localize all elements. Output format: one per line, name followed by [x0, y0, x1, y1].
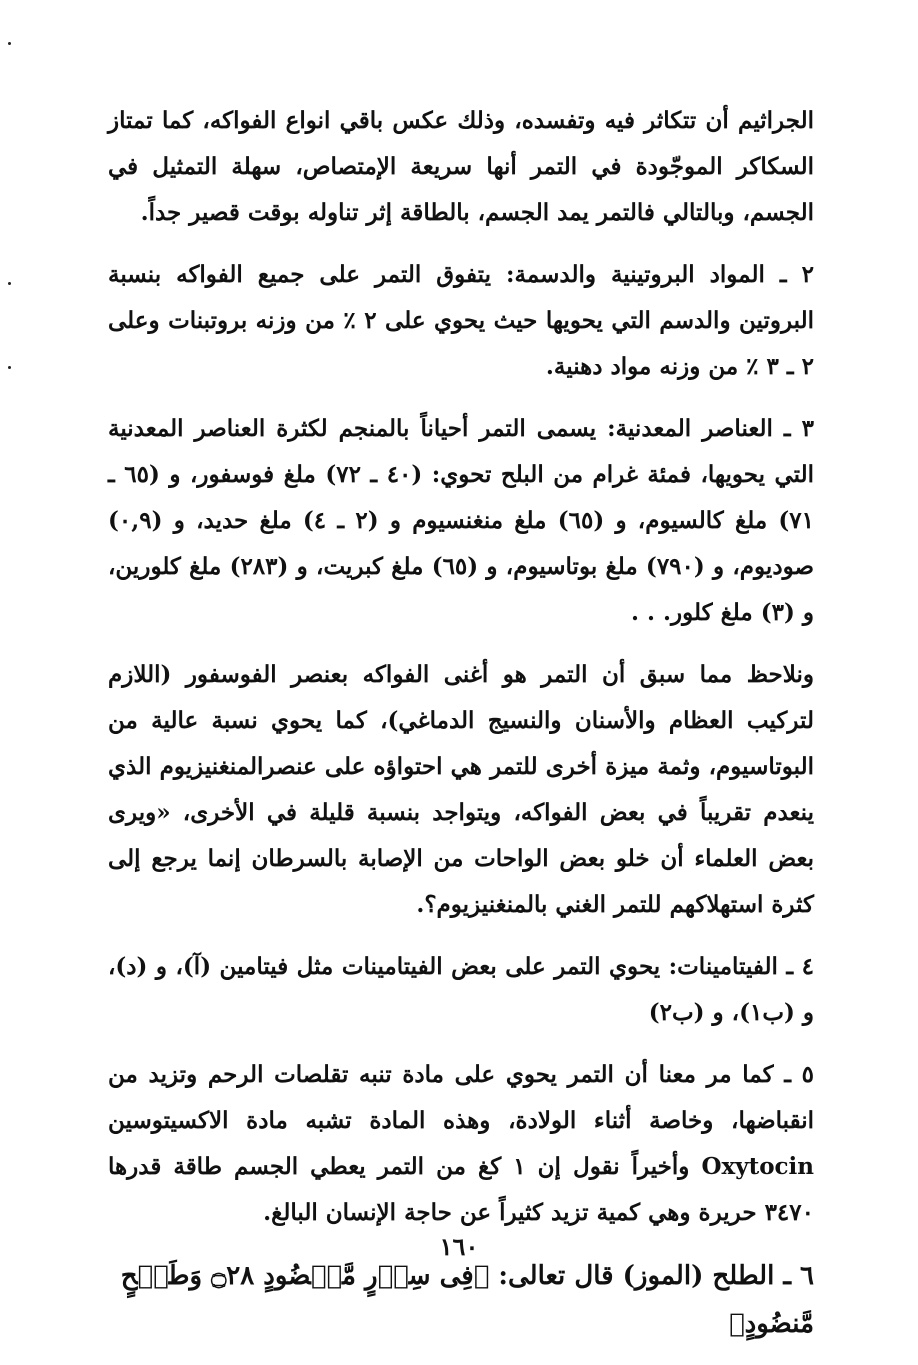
paragraph-note [108, 652, 814, 928]
paragraph-text: ٥ ـ كما مر معنا أن التمر يحوي على مادة تنبه تقلصات الرحم وتزيد من انقباضها، وخاصة أثناء الولادة، وهذه المادة تشبه مادة الاكسيتوسين Oxytocin وأخيراً نقول إن ١ كغ من التمر يعطي الجسم طاقة قدرها ٣٤٧٠ حريرة وهي كمية تزيد كثيراً عن حاجة الإنسان البالغ. [108, 1061, 814, 1226]
quran-verse-line: ٦ ـ الطلح (الموز) قال تعالى: ﴿فِى سِدۡرٍ مَّخۡضُودٍ ۝٢٨ وَطَلۡحٍ مَّنضُودٍ﴾ [120, 1261, 814, 1339]
paragraph-text: ٤ ـ الفيتامينات: يحوي التمر على بعض الفيتامينات مثل فيتامين (آ)، و (د)، و (ب١)، و (ب٢) [108, 953, 814, 1026]
paragraph-intro [108, 98, 814, 236]
paragraph-text: ٣ ـ العناصر المعدنية: يسمى التمر أحياناً بالمنجم لكثرة العناصر المعدنية التي يحويها، فمئة غرام من البلح تحوي: (٤٠ ـ ٧٢) ملغ فوسفور، و (٦٥ ـ ٧١) ملغ كالسيوم، و (٦٥) ملغ منغنسيوم و (٢ ـ ٤) ملغ حديد، و (٠,٩) صوديوم، و (٧٩٠) ملغ بوتاسيوم، و (٦٥) ملغ كبريت، و (٢٨٣) ملغ كلورين، و (٣) ملغ كلور. . . [108, 415, 815, 626]
paragraph-text: ونلاحظ مما سبق أن التمر هو أغنى الفواكه بعنصر الفوسفور (اللازم لتركيب العظام والأسنان والنسيج الدماغي)، كما يحوي نسبة عالية من البوتاسيوم، وثمة ميزة أخرى للتمر هي احتواؤه على عنصرالمنغنيزيوم الذي ينعدم تقريباً في بعض الفواكه، ويتواجد بنسبة قليلة في الأخرى، «ويرى بعض العلماء أن خلو بعض الواحات من الإصابة بالسرطان إنما يرجع إلى كثرة استهلاكهم للتمر الغني بالمنغنيزيوم؟. [108, 661, 814, 918]
paragraph-minerals [108, 406, 814, 636]
paragraph-text: الجراثيم أن تتكاثر فيه وتفسده، وذلك عكس باقي انواع الفواكه، كما تمتاز السكاكر الموجّودة في التمر أنها سريعة الإمتصاص، سهلة التمثيل في الجسم، وبالتالي فالتمر يمد الجسم، بالطاقة إثر تناوله بوقت قصير جداً. [108, 107, 814, 226]
paragraph-proteins-fats [108, 252, 814, 390]
margin-mark [8, 366, 11, 369]
paragraph-text: ٢ ـ المواد البروتينية والدسمة: يتفوق التمر على جميع الفواكه بنسبة البروتين والدسم التي يحويها حيث يحوي على ٢ ٪ من وزنه بروتبنات وعلى ٢ ـ ٣ ٪ من وزنه مواد دهنية. [108, 261, 815, 380]
margin-mark [8, 282, 11, 285]
margin-mark [8, 42, 11, 45]
document-page [108, 98, 814, 1348]
page-number: ١٦٠ [439, 1232, 479, 1261]
paragraph-vitamins [108, 944, 814, 1036]
paragraph-oxytocin [108, 1052, 814, 1236]
